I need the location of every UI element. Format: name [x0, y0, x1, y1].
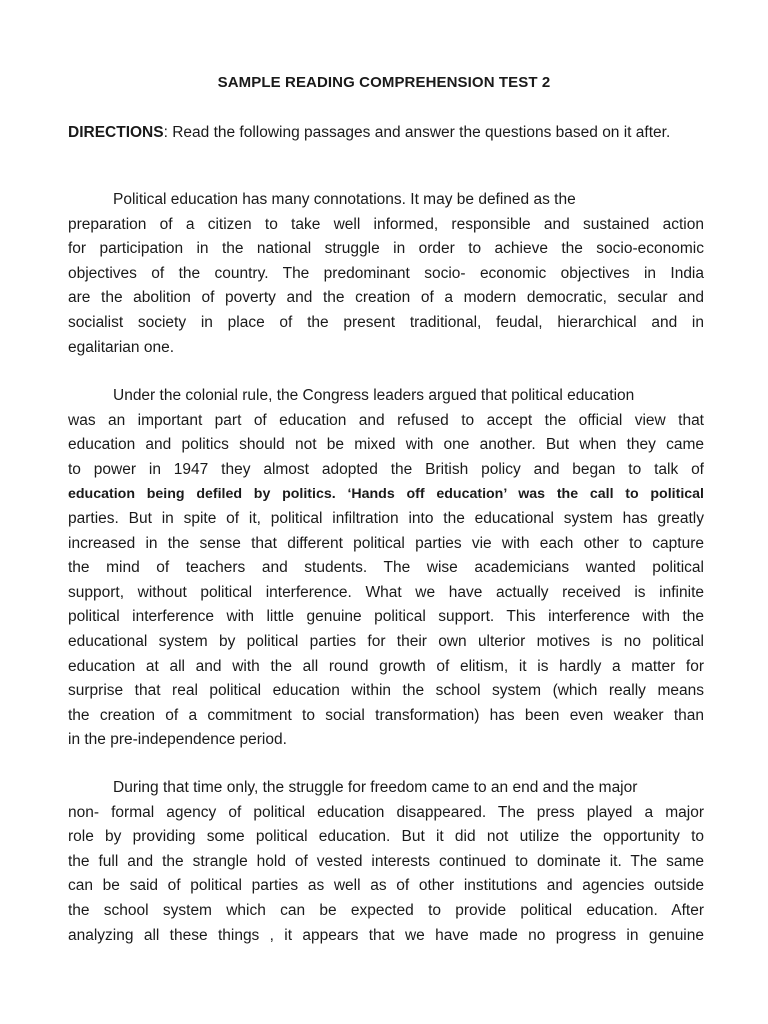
- paragraph-line: surprise that real political education within the school system (which really means: [68, 682, 704, 700]
- paragraph-line: in the pre-independence period.: [68, 731, 287, 749]
- paragraph-line: education being defiled by politics. ‘Hands off education’ was the call to political: [68, 486, 704, 503]
- directions-label: DIRECTIONS: [68, 124, 164, 141]
- paragraph-line: can be said of political parties as well as of other institutions and agencies outside: [68, 877, 704, 895]
- paragraph-line: preparation of a citizen to take well informed, responsible and sustained action: [68, 215, 704, 233]
- paragraph-line: the creation of a commitment to social transformation) has been even weaker than: [68, 706, 704, 724]
- paragraph-line: the full and the strangle hold of vested interests continued to dominate it. The same: [68, 852, 704, 870]
- passage-paragraph-2: [68, 384, 704, 753]
- paragraph-line: education and politics should not be mixed with one another. But when they came: [68, 436, 704, 454]
- paragraph-line: role by providing some political education. But it did not utilize the opportunity to: [68, 828, 704, 846]
- directions: [68, 124, 708, 142]
- paragraph-line: socialist society in place of the present traditional, feudal, hierarchical and in: [68, 313, 704, 331]
- passage-paragraph-1: [68, 188, 704, 360]
- paragraph-line: During that time only, the struggle for freedom came to an end and the major: [113, 779, 638, 796]
- paragraph-line: Political education has many connotations. It may be defined as the: [113, 191, 576, 208]
- paragraph-line: the school system which can be expected to provide political education. After: [68, 901, 704, 919]
- paragraph-line: political interference with little genuine political support. This interference with the: [68, 608, 704, 626]
- paragraph-line: to power in 1947 they almost adopted the British policy and began to talk of: [68, 460, 704, 478]
- page-title: SAMPLE READING COMPREHENSION TEST 2: [217, 74, 551, 91]
- paragraph-line: educational system by political parties for their own ulterior motives is no political: [68, 632, 704, 650]
- paragraph-line: support, without political interference. What we have actually received is infinite: [68, 583, 704, 601]
- paragraph-line: are the abolition of poverty and the creation of a modern democratic, secular and: [68, 289, 704, 307]
- directions-text: : Read the following passages and answer the questions based on it after.: [163, 124, 671, 141]
- paragraph-line: education at all and with the all round growth of elitism, it is hardly a matter for: [68, 657, 704, 675]
- paragraph-line: parties. But in spite of it, political infiltration into the educational system has greatly: [68, 509, 704, 527]
- paragraph-line: the mind of teachers and students. The wise academicians wanted political: [68, 559, 704, 577]
- paragraph-line: Under the colonial rule, the Congress leaders argued that political education: [113, 387, 635, 404]
- passage-paragraph-3: [68, 776, 704, 948]
- paragraph-line: objectives of the country. The predominant socio- economic objectives in India: [68, 264, 704, 282]
- paragraph-line: for participation in the national struggle in order to achieve the socio-economic: [68, 240, 704, 258]
- paragraph-line: analyzing all these things , it appears that we have made no progress in genuine: [68, 926, 704, 944]
- paragraph-line: was an important part of education and refused to accept the official view that: [68, 411, 704, 429]
- paragraph-line: non- formal agency of political education disappeared. The press played a major: [68, 803, 704, 821]
- paragraph-line: egalitarian one.: [68, 338, 174, 356]
- paragraph-line: increased in the sense that different political parties vie with each other to capture: [68, 534, 704, 552]
